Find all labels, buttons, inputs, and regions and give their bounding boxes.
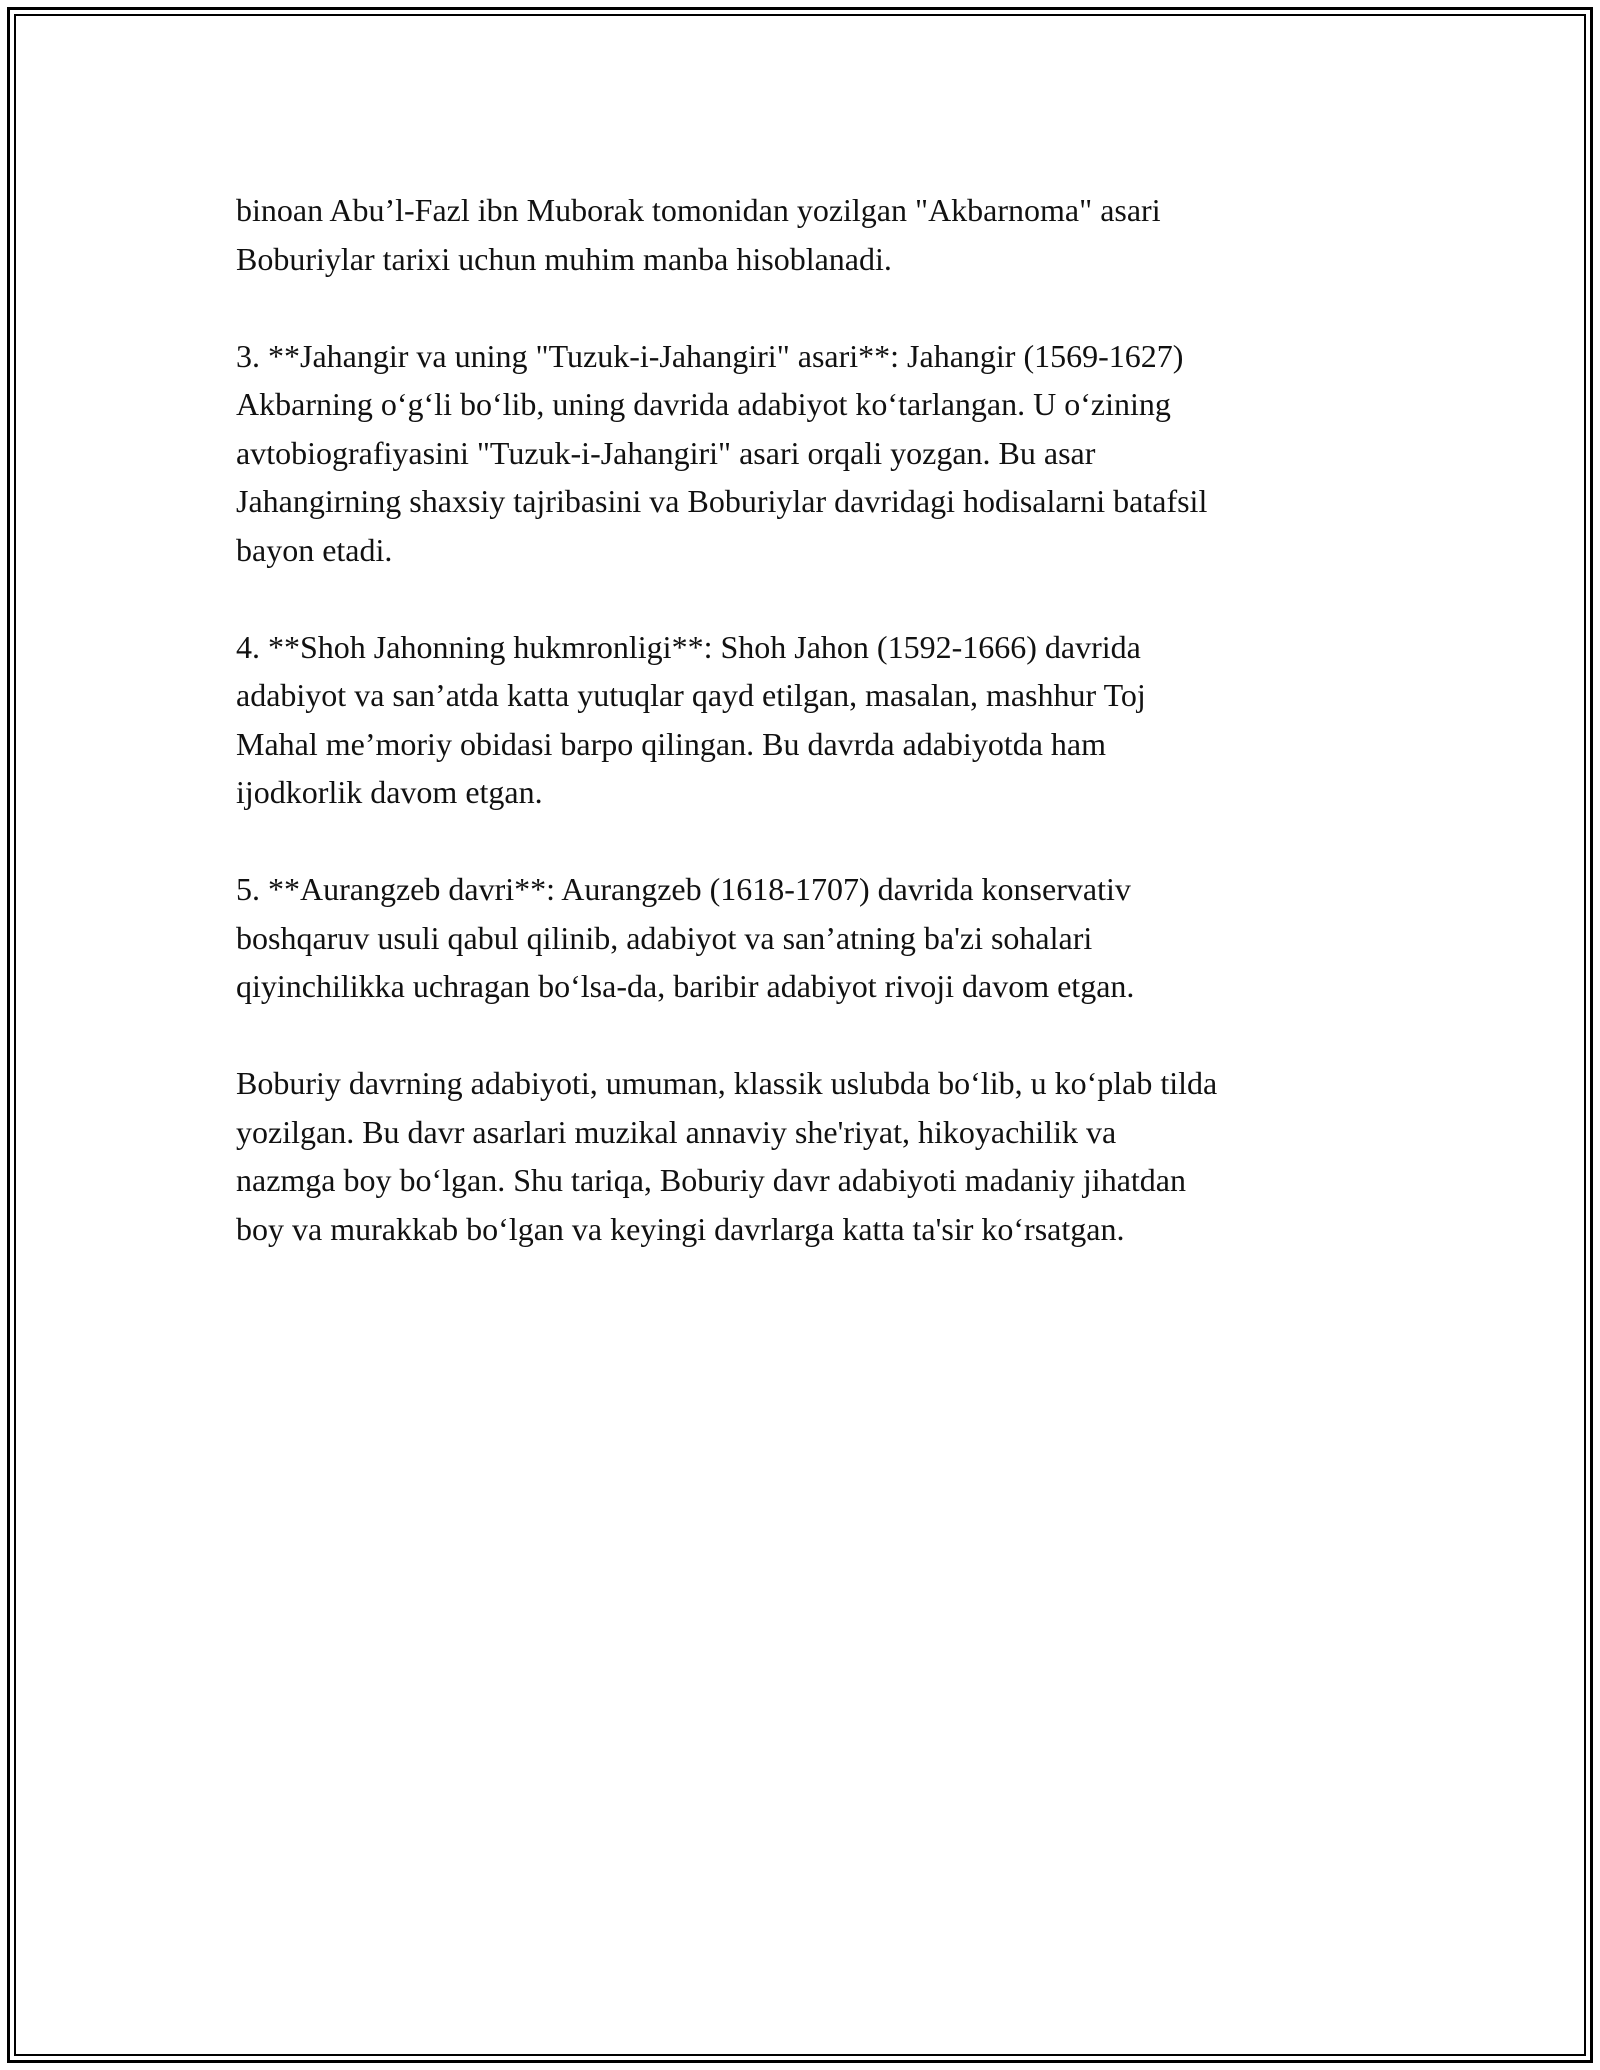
text-line: nazmga boy bo‘lgan. Shu tariqa, Boburiy davr adabiyoti madaniy jihatdan xyxy=(236,1162,1186,1198)
text-line: ijodkorlik davom etgan. xyxy=(236,774,543,810)
document-body xyxy=(236,186,1376,1302)
text-line: 5. **Aurangzeb davri**: Aurangzeb (1618-1707) davrida konservativ xyxy=(236,871,1131,907)
paragraph-shoh-jahon xyxy=(236,623,1376,817)
text-line: Boburiy davrning adabiyoti, umuman, klassik uslubda bo‘lib, u ko‘plab tilda xyxy=(236,1065,1218,1101)
text-line: yozilgan. Bu davr asarlari muzikal annaviy she'riyat, hikoyachilik va xyxy=(236,1113,1117,1150)
paragraph-jahangir xyxy=(236,332,1376,575)
text-line: Jahangirning shaxsiy tajribasini va Boburiylar davridagi hodisalarni batafsil xyxy=(236,483,1208,519)
text-line: bayon etadi. xyxy=(236,531,393,568)
text-line: Boburiylar tarixi uchun muhim manba hisoblanadi. xyxy=(236,240,892,277)
text-line: Mahal me’moriy obidasi barpo qilingan. Bu davrda adabiyotda ham xyxy=(236,725,1106,762)
text-line: adabiyot va san’atda katta yutuqlar qayd etilgan, masalan, mashhur Toj xyxy=(236,677,1146,713)
text-line: qiyinchilikka uchragan bo‘lsa-da, baribir adabiyot rivoji davom etgan. xyxy=(236,968,1135,1004)
paragraph-aurangzeb xyxy=(236,865,1376,1011)
text-line: Akbarning o‘g‘li bo‘lib, uning davrida adabiyot ko‘tarlangan. U o‘zining xyxy=(236,386,1171,422)
text-line: 3. **Jahangir va uning "Tuzuk-i-Jahangiri" asari**: Jahangir (1569-1627) xyxy=(236,337,1184,374)
paragraph-conclusion xyxy=(236,1059,1376,1253)
text-line: boshqaruv usuli qabul qilinib, adabiyot va san’atning ba'zi sohalari xyxy=(236,919,1093,956)
text-line: boy va murakkab bo‘lgan va keyingi davrlarga katta ta'sir ko‘rsatgan. xyxy=(236,1210,1125,1247)
paragraph-akbarnoma xyxy=(236,186,1376,283)
text-line: 4. **Shoh Jahonning hukmronligi**: Shoh Jahon (1592-1666) davrida xyxy=(236,628,1141,665)
text-line: avtobiografiyasini "Tuzuk-i-Jahangiri" asari orqali yozgan. Bu asar xyxy=(236,434,1096,471)
text-line: binoan Abu’l-Fazl ibn Muborak tomonidan yozilgan "Akbarnoma" asari xyxy=(236,192,1161,228)
